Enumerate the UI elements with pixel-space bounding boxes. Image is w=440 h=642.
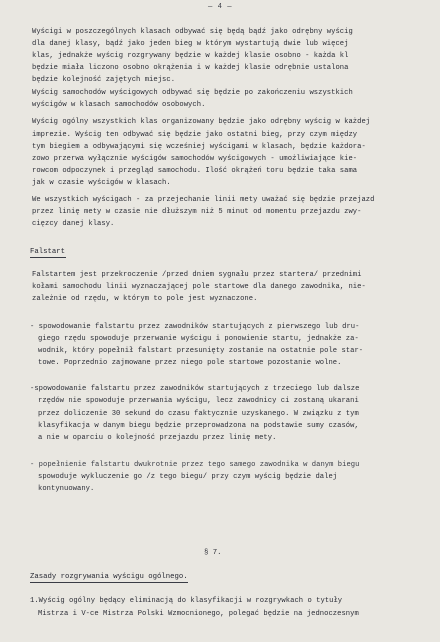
paragraph-4-line-1: We wszystkich wyścigach - za przejechanie linii mety uważać się będzie przejazd (32, 196, 375, 204)
falstart-item-2-line-3: przez doliczenie 30 sekund do czasu faktycznie uzyskanego. W związku z tym (38, 410, 359, 418)
page-number: — 4 — (207, 3, 233, 11)
falstart-heading-underline (30, 257, 66, 258)
paragraph-3-line-2: imprezie. Wyścig ten odbywać się będzie jako ostatni bieg, przy czym między (32, 131, 358, 139)
falstart-item-1-line-1: - spowodowanie falstartu przez zawodników startujących z pierwszego lub dru- (30, 323, 360, 331)
falstart-item-1-line-3: wodnik, który popełnił falstart przesunięty zostanie na ostatnie pole star- (38, 347, 364, 355)
falstart-heading: Falstart (30, 248, 66, 256)
paragraph-3-line-5: rowcom odpoczynek i przegląd samochodu. Ilość okrążeń toru będzie taka sama (32, 167, 358, 175)
falstart-item-3-line-1: - popełnienie falstartu dwukrotnie przez tego samego zawodnika w danym biegu (30, 461, 360, 469)
paragraph-1-line-3: klas, jednakże wyścig rozgrywany będzie w każdej klasie osobno - każda kl (32, 52, 349, 60)
paragraph-4-line-2: przez linię mety w czasie nie dłuższym niż 5 minut od momentu przejazdu zwy- (32, 208, 362, 216)
section-line-1: 1.Wyścig ogólny będący eliminacją do klasyfikacji w rozgrywkach o tytuły (30, 597, 343, 605)
section-heading-underline (30, 582, 188, 583)
paragraph-3-line-6: jak w czasie wyścigów w klasach. (32, 179, 171, 187)
falstart-intro-line-3: zależnie od rzędu, w którym to pole jest wyznaczone. (32, 295, 258, 303)
paragraph-2-line-2: wyścigów w klasach samochodów osobowych. (32, 101, 206, 109)
falstart-item-1-line-2: giego rzędu spowoduje przerwanie wyścigu i ponowienie startu, jednakże za- (38, 335, 359, 343)
paragraph-3-line-4: zowo przerwa wyłącznie wyścigów samochodów wyścigowych - umożliwiające kie- (32, 155, 358, 163)
paragraph-1-line-5: będzie kolejność zajętych miejsc. (32, 76, 176, 84)
falstart-item-3-line-2: spowoduje wykluczenie go /z tego biegu/ przy czym wyścig będzie dalej (38, 473, 338, 481)
falstart-item-2-line-1: -spowodowanie falstartu przez zawodników startujących z trzeciego lub dalsze (30, 385, 360, 393)
falstart-intro-line-1: Falstartem jest przekroczenie /przed dniem sygnału przez startera/ przednimi (32, 271, 362, 279)
falstart-item-1-line-4: towe. Poprzednio zajmowane przez niego pole startowe pozostanie wolne. (38, 359, 342, 367)
paragraph-2-line-1: Wyścig samochodów wyścigowych odbywać się będzie po zakończeniu wszystkich (32, 89, 353, 97)
section-line-2: Mistrza i V-ce Mistrza Polski Wzmocnionego, polegać będzie na jednoczesnym (38, 610, 359, 618)
section-sign: § 7. (204, 549, 222, 557)
falstart-intro-line-2: kołami samochodu linii wyznaczającej pole startowe dla danego zawodnika, nie- (32, 283, 366, 291)
paragraph-1-line-1: Wyścigi w poszczególnych klasach odbywać się będą bądź jako odrębny wyścig (32, 28, 353, 36)
paragraph-3-line-1: Wyścig ogólny wszystkich klas organizowany będzie jako odrębny wyścig w każdej (32, 118, 371, 126)
paragraph-3-line-3: tym biegiem a odbywającymi się wcześniej wyścigami w klasach, będzie każdora- (32, 143, 366, 151)
section-heading: Zasady rozgrywania wyścigu ogólnego. (30, 573, 188, 581)
falstart-item-3-line-3: kontynuowany. (38, 485, 95, 493)
paragraph-1-line-4: będzie miała liczono osobno okrążenia i w każdej klasie odrębnie ustalona (32, 64, 349, 72)
falstart-item-2-line-5: a nie w oparciu o kolejność przejazdu przez linię mety. (38, 434, 277, 442)
falstart-item-2-line-4: klasyfikacja w danym biegu będzie przeprowadzona na podstawie sumy czasów, (38, 422, 359, 430)
falstart-item-2-line-2: rzędów nie spowoduje przerwania wyścigu, lecz zawodnicy ci zostaną ukarani (38, 397, 359, 405)
paragraph-4-line-3: cięzcy danej klasy. (32, 220, 115, 228)
paragraph-1-line-2: dla danej klasy, bądź jako jeden bieg w którym wystartują dwie lub więcej (32, 40, 349, 48)
